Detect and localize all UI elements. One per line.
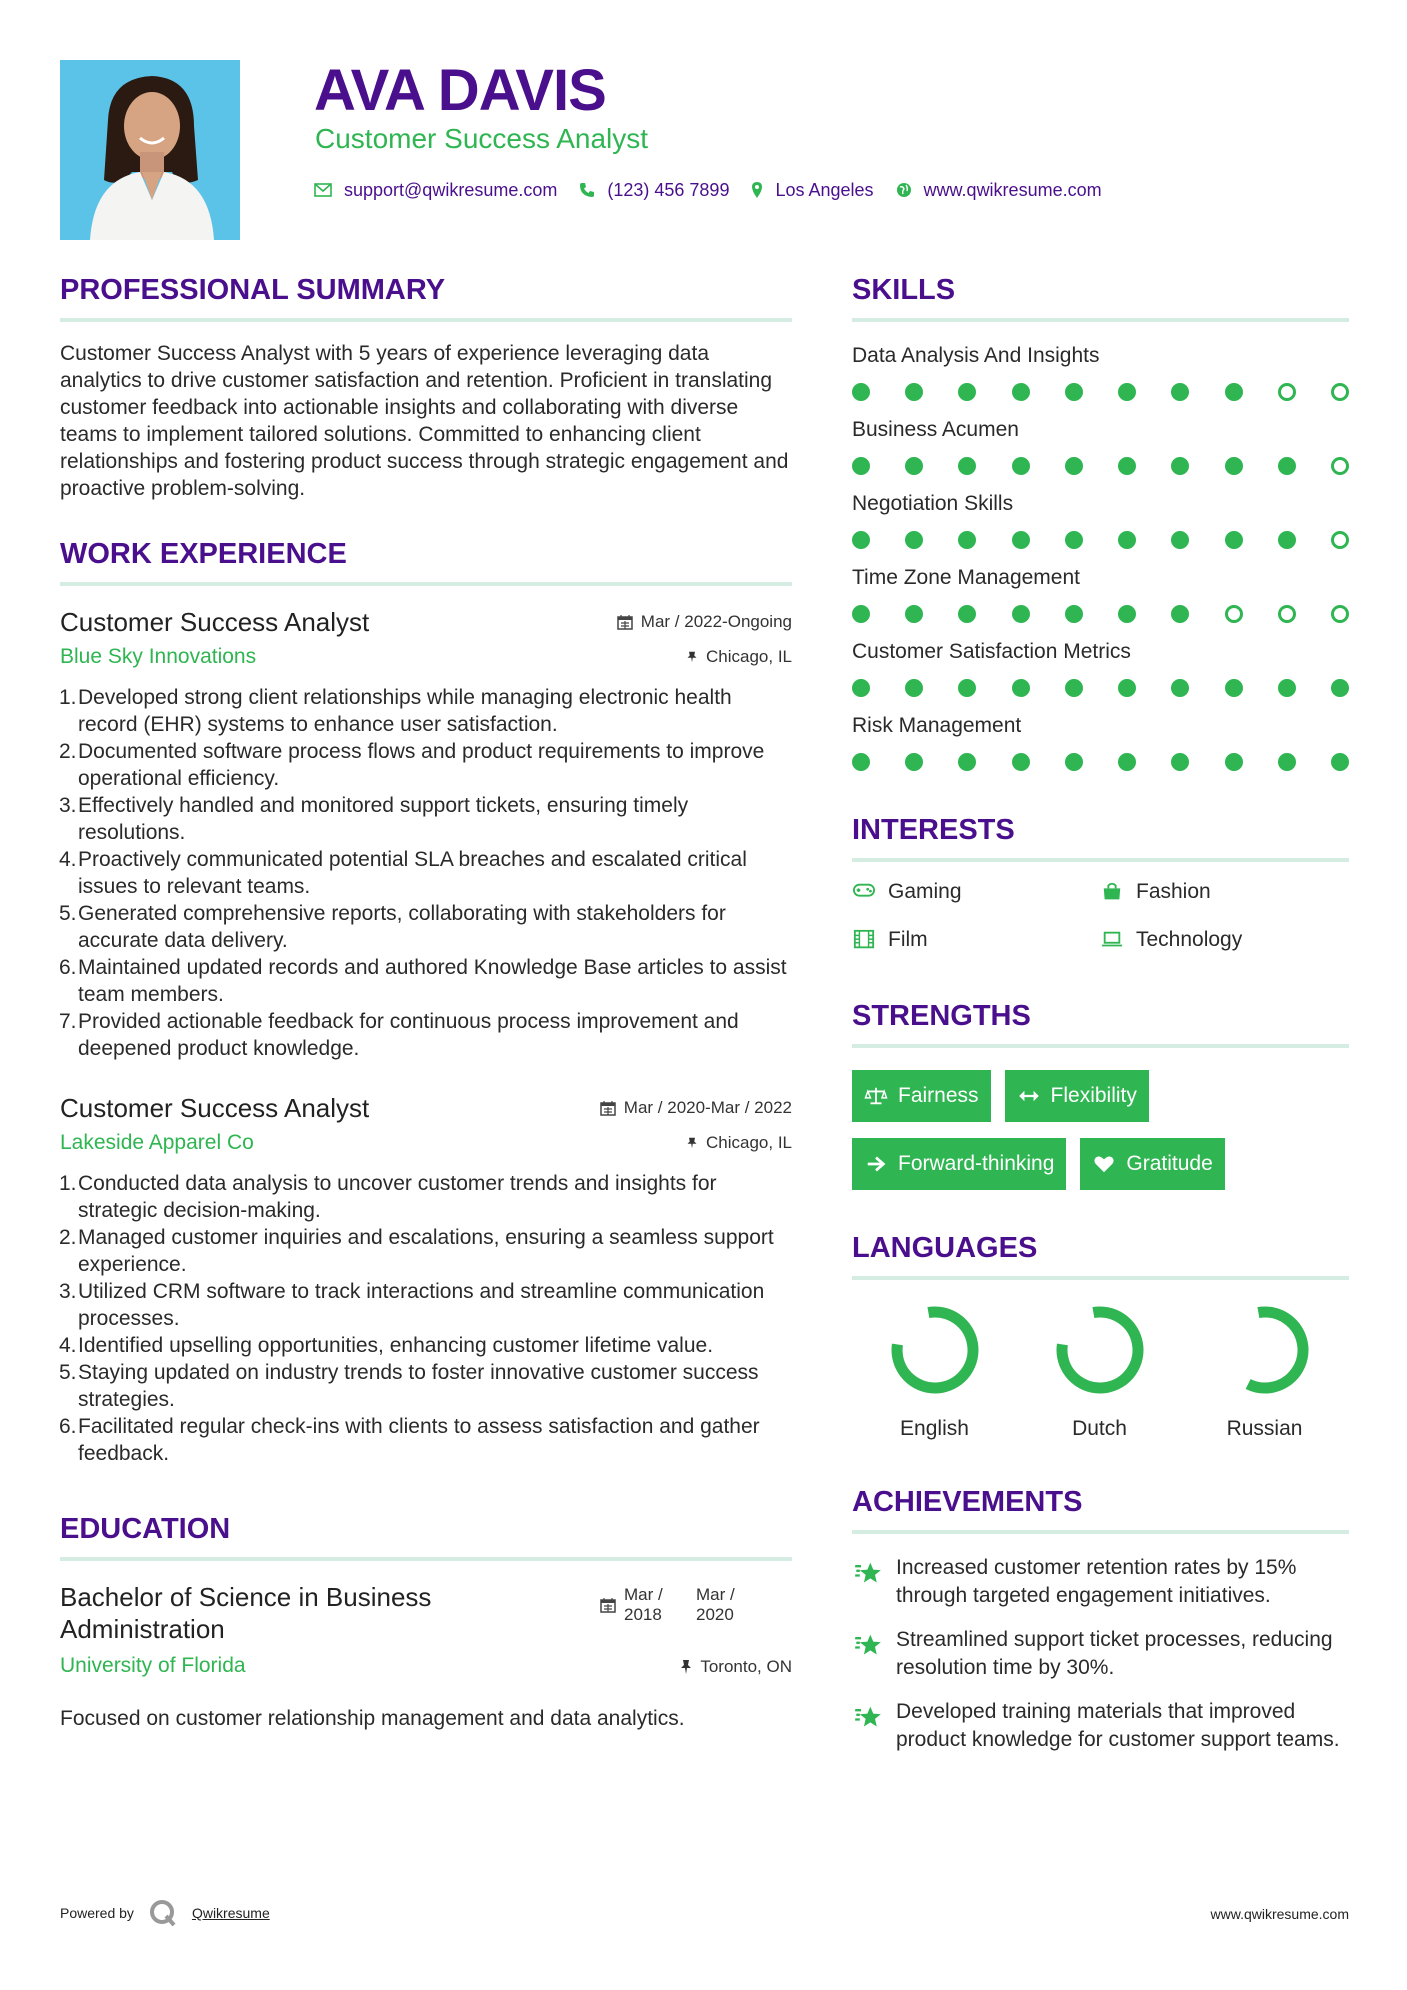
language-proficiency-arc [890,1306,978,1394]
education-section [60,1511,792,1732]
job-date [617,612,792,632]
summary-heading: PROFESSIONAL SUMMARY [60,272,792,322]
skill-rating [852,676,1349,700]
job-bullet [60,900,792,954]
skill-name: Data Analysis And Insights [852,344,1100,367]
language-label: English [900,1417,969,1440]
calendar-icon [617,614,633,630]
rating-dot-filled [1065,679,1083,697]
bullet-number: 5. [59,902,77,925]
skill-name: Negotiation Skills [852,492,1014,515]
job-bullet [60,846,792,900]
rating-dot-filled [1171,457,1189,475]
job-bullet [60,1278,792,1332]
skill-rating [852,602,1349,626]
contact-phone[interactable] [579,178,729,202]
calendar-icon [600,1597,616,1613]
language-label: Dutch [1072,1417,1127,1440]
strengths-section [852,998,1349,1190]
education-location-text: Toronto, ON [700,1657,792,1676]
film-icon [852,929,876,951]
language-item [1182,1302,1347,1442]
rating-dot-filled [958,679,976,697]
languages-section [852,1230,1349,1442]
contact-website-text: www.qwikresume.com [923,180,1102,200]
skill-name: Business Acumen [852,418,1019,441]
job-bullet [60,1008,792,1062]
strength-tag [852,1070,991,1122]
strength-label: Gratitude [1126,1152,1213,1175]
bullet-text: Conducted data analysis to uncover customer trends and insights for strategic decision-making. [78,1172,717,1222]
interests-section [852,812,1349,954]
rating-dot-filled [852,383,870,401]
skill-item [852,416,1349,478]
job-header [60,1092,792,1162]
language-proficiency-arc [1220,1306,1308,1394]
achievement-item [852,1626,1349,1682]
education-heading: EDUCATION [60,1511,792,1561]
trophy-star-icon [852,1630,884,1658]
contact-phone-text: (123) 456 7899 [607,180,730,200]
languages-heading: LANGUAGES [852,1230,1349,1280]
job-bullet [60,1359,792,1413]
language-item [852,1302,1017,1442]
bullet-text: Managed customer inquiries and escalations, ensuring a seamless support experience. [78,1226,774,1276]
bullet-number: 1. [59,1172,77,1195]
bullet-text: Developed strong client relationships while managing electronic health record (EHR) systems to enhance user satisfaction. [78,686,732,736]
skill-rating [852,380,1349,404]
summary-text: Customer Success Analyst with 5 years of experience leveraging data analytics to drive customer satisfaction and retention. Proficient in translating customer feedback into actionable insights and collaborating with diverse teams to implement tailored solutions. Committed to enhancing client relationships and fostering product success through strategic engagement and proactive problem-solving. [60,342,789,500]
rating-dot-filled [1065,605,1083,623]
strengths-list [852,1070,1349,1190]
rating-dot-filled [1118,753,1136,771]
rating-dot-empty [1278,383,1296,401]
rating-dot-filled [1118,457,1136,475]
rating-dot-filled [905,753,923,771]
rating-dot-filled [905,383,923,401]
rating-dot-filled [852,605,870,623]
job-date-text: Mar / 2022-Ongoing [640,612,792,631]
language-proficiency-ring [1217,1302,1313,1398]
education-school: University of Florida [60,1654,246,1677]
bullet-number: 3. [59,1280,77,1303]
skills-section [852,272,1349,774]
profile-photo [60,60,240,240]
strength-tag [852,1138,1066,1190]
rating-dot-empty [1331,605,1349,623]
rating-dot-filled [905,457,923,475]
bullet-text: Facilitated regular check-ins with clients to assess satisfaction and gather feedback. [78,1415,760,1465]
powered-by-text: Powered by [60,1905,134,1921]
qwikresume-link[interactable]: Qwikresume [191,1905,270,1921]
rating-dot-filled [1065,753,1083,771]
thumbtack-icon [680,1659,692,1675]
rating-dot-filled [1225,531,1243,549]
job-bullet [60,1413,792,1467]
bullet-number: 4. [59,1334,77,1357]
rating-dot-filled [1012,383,1030,401]
bullet-text: Provided actionable feedback for continuous process improvement and deepened product knowledge. [78,1010,739,1060]
achievements-list [852,1554,1349,1754]
contact-website[interactable] [896,178,1102,202]
rating-dot-empty [1278,605,1296,623]
interest-item [1100,878,1348,906]
education-dates [600,1585,768,1625]
footer-website[interactable]: www.qwikresume.com [1210,1906,1349,1922]
job-location [686,647,792,667]
contact-email[interactable] [314,178,557,202]
job-bullet [60,738,792,792]
rating-dot-filled [1171,531,1189,549]
strength-label: Forward-thinking [898,1152,1055,1175]
skills-list [852,342,1349,774]
bullet-number: 1. [59,686,77,709]
rating-dot-filled [852,531,870,549]
job-company: Lakeside Apparel Co [60,1131,254,1154]
skill-item [852,564,1349,626]
job-bullet [60,954,792,1008]
left-column [60,272,792,1732]
language-proficiency-ring [1052,1302,1148,1398]
rating-dot-filled [1118,679,1136,697]
bullet-text: Maintained updated records and authored Knowledge Base articles to assist team members. [78,956,787,1006]
achievement-text: Developed training materials that improved product knowledge for customer support teams. [896,1700,1340,1751]
bullet-number: 6. [59,956,77,979]
rating-dot-filled [1278,531,1296,549]
skill-name: Customer Satisfaction Metrics [852,640,1131,663]
rating-dot-empty [1331,531,1349,549]
skill-rating [852,528,1349,552]
bullet-text: Proactively communicated potential SLA breaches and escalated critical issues to relevant teams. [78,848,747,898]
rating-dot-filled [1012,679,1030,697]
achievement-item [852,1698,1349,1754]
job-location [686,1133,792,1153]
job-date-text: Mar / 2020-Mar / 2022 [623,1098,792,1117]
interest-item [1100,926,1348,954]
languages-list [852,1302,1349,1442]
candidate-name: AVA DAVIS [314,58,606,123]
skill-item [852,712,1349,774]
rating-dot-filled [1065,457,1083,475]
arrow-right-icon [864,1153,888,1175]
rating-dot-empty [1225,605,1243,623]
job-bullet [60,1224,792,1278]
rating-dot-filled [852,679,870,697]
bullet-number: 6. [59,1415,77,1438]
rating-dot-filled [958,605,976,623]
rating-dot-filled [958,457,976,475]
rating-dot-filled [1171,679,1189,697]
language-label: Russian [1226,1417,1303,1440]
arrows-horizontal-icon [1017,1085,1041,1107]
rating-dot-filled [1012,531,1030,549]
job-entry [60,1092,792,1467]
language-proficiency-arc [1055,1306,1143,1394]
thumbtack-icon [686,1135,698,1151]
bullet-text: Utilized CRM software to track interactions and streamline communication processes. [78,1280,765,1330]
laptop-icon [1100,929,1124,951]
achievement-text: Streamlined support ticket processes, reducing resolution time by 30%. [896,1628,1333,1679]
rating-dot-filled [1225,753,1243,771]
job-bullets [60,1170,792,1467]
interest-item [852,926,1100,954]
job-location-text: Chicago, IL [706,647,792,666]
contact-location-text: Los Angeles [775,180,874,200]
bullet-text: Identified upselling opportunities, enhancing customer lifetime value. [78,1334,714,1357]
job-header [60,606,792,676]
skill-rating [852,750,1349,774]
job-location-text: Chicago, IL [706,1133,792,1152]
job-bullet [60,684,792,738]
skill-name: Time Zone Management [852,566,1080,589]
bullet-text: Documented software process flows and product requirements to improve operational efficiency. [78,740,765,790]
phone-icon [579,182,595,198]
interest-label: Fashion [1136,880,1211,903]
heart-icon [1092,1153,1116,1175]
rating-dot-filled [1331,753,1349,771]
job-bullet [60,792,792,846]
qwikresume-logo-icon [148,1898,178,1928]
strengths-heading: STRENGTHS [852,998,1349,1048]
rating-dot-empty [1331,457,1349,475]
strength-label: Flexibility [1050,1084,1137,1107]
rating-dot-filled [1118,383,1136,401]
contact-location [751,178,873,202]
shopping-bag-icon [1100,881,1124,903]
interests-grid [852,878,1349,954]
job-title: Customer Success Analyst [60,607,370,637]
rating-dot-filled [1278,457,1296,475]
rating-dot-filled [1278,679,1296,697]
rating-dot-filled [1225,679,1243,697]
rating-dot-filled [905,679,923,697]
envelope-icon [314,183,332,197]
education-entry [60,1581,792,1701]
gamepad-icon [852,881,876,903]
rating-dot-filled [905,605,923,623]
rating-dot-filled [852,753,870,771]
trophy-star-icon [852,1558,884,1586]
right-column [852,272,1349,1770]
rating-dot-filled [1225,383,1243,401]
rating-dot-filled [852,457,870,475]
language-proficiency-ring [887,1302,983,1398]
interest-label: Gaming [888,880,962,903]
job-entry [60,606,792,1062]
rating-dot-filled [1225,457,1243,475]
bullet-text: Generated comprehensive reports, collaborating with stakeholders for accurate data delivery. [78,902,726,952]
rating-dot-filled [1012,605,1030,623]
skill-name: Risk Management [852,714,1022,737]
language-item [1017,1302,1182,1442]
job-company: Blue Sky Innovations [60,645,257,668]
skill-item [852,490,1349,552]
calendar-icon [600,1100,616,1116]
bullet-text: Effectively handled and monitored support tickets, ensuring timely resolutions. [78,794,689,844]
rating-dot-empty [1331,383,1349,401]
interests-heading: INTERESTS [852,812,1349,862]
job-date [600,1098,792,1118]
job-bullets [60,684,792,1062]
bullet-number: 3. [59,794,77,817]
bullet-number: 7. [59,1010,77,1033]
rating-dot-filled [958,531,976,549]
thumbtack-icon [686,649,698,665]
rating-dot-filled [1118,605,1136,623]
rating-dot-filled [1331,679,1349,697]
trophy-star-icon [852,1702,884,1730]
education-end: Mar / 2020 [696,1585,735,1624]
rating-dot-filled [1012,753,1030,771]
contact-email-text: support@qwikresume.com [344,180,558,200]
job-title: Customer Success Analyst [60,1093,370,1123]
interest-item [852,878,1100,906]
skill-rating [852,454,1349,478]
bullet-number: 2. [59,1226,77,1249]
education-degree: Bachelor of Science in Business Administration [60,1582,432,1644]
strength-tag [1005,1070,1149,1122]
job-list [60,606,792,1467]
bullet-number: 5. [59,1361,77,1384]
job-bullet [60,1170,792,1224]
footer-powered-by [60,1898,270,1928]
globe-icon [896,182,912,198]
education-start: Mar / 2018 [624,1585,663,1624]
rating-dot-filled [1065,383,1083,401]
bullet-number: 2. [59,740,77,763]
achievement-text: Increased customer retention rates by 15% through targeted engagement initiatives. [896,1556,1297,1607]
job-bullet [60,1332,792,1359]
rating-dot-filled [1118,531,1136,549]
balance-scale-icon [864,1085,888,1107]
skills-heading: SKILLS [852,272,1349,322]
interest-label: Film [888,928,928,951]
rating-dot-filled [1065,531,1083,549]
bullet-number: 4. [59,848,77,871]
summary-section [60,272,792,502]
skill-item [852,342,1349,404]
candidate-role: Customer Success Analyst [315,123,649,154]
rating-dot-filled [1012,457,1030,475]
interest-label: Technology [1136,928,1243,951]
contact-bar [314,178,1124,202]
strength-label: Fairness [898,1084,979,1107]
profile-photo-illustration [60,60,240,240]
rating-dot-filled [958,753,976,771]
rating-dot-filled [958,383,976,401]
rating-dot-filled [1171,753,1189,771]
strength-tag [1080,1138,1224,1190]
rating-dot-filled [1278,753,1296,771]
experience-section [60,536,792,1467]
achievements-heading: ACHIEVEMENTS [852,1484,1349,1534]
map-pin-icon [751,181,763,199]
experience-heading: WORK EXPERIENCE [60,536,792,586]
achievements-section [852,1484,1349,1754]
achievement-item [852,1554,1349,1610]
rating-dot-filled [905,531,923,549]
bullet-text: Staying updated on industry trends to foster innovative customer success strategies. [78,1361,759,1411]
skill-item [852,638,1349,700]
rating-dot-filled [1171,605,1189,623]
education-description: Focused on customer relationship management and data analytics. [60,1707,685,1730]
education-location [680,1657,792,1677]
rating-dot-filled [1171,383,1189,401]
